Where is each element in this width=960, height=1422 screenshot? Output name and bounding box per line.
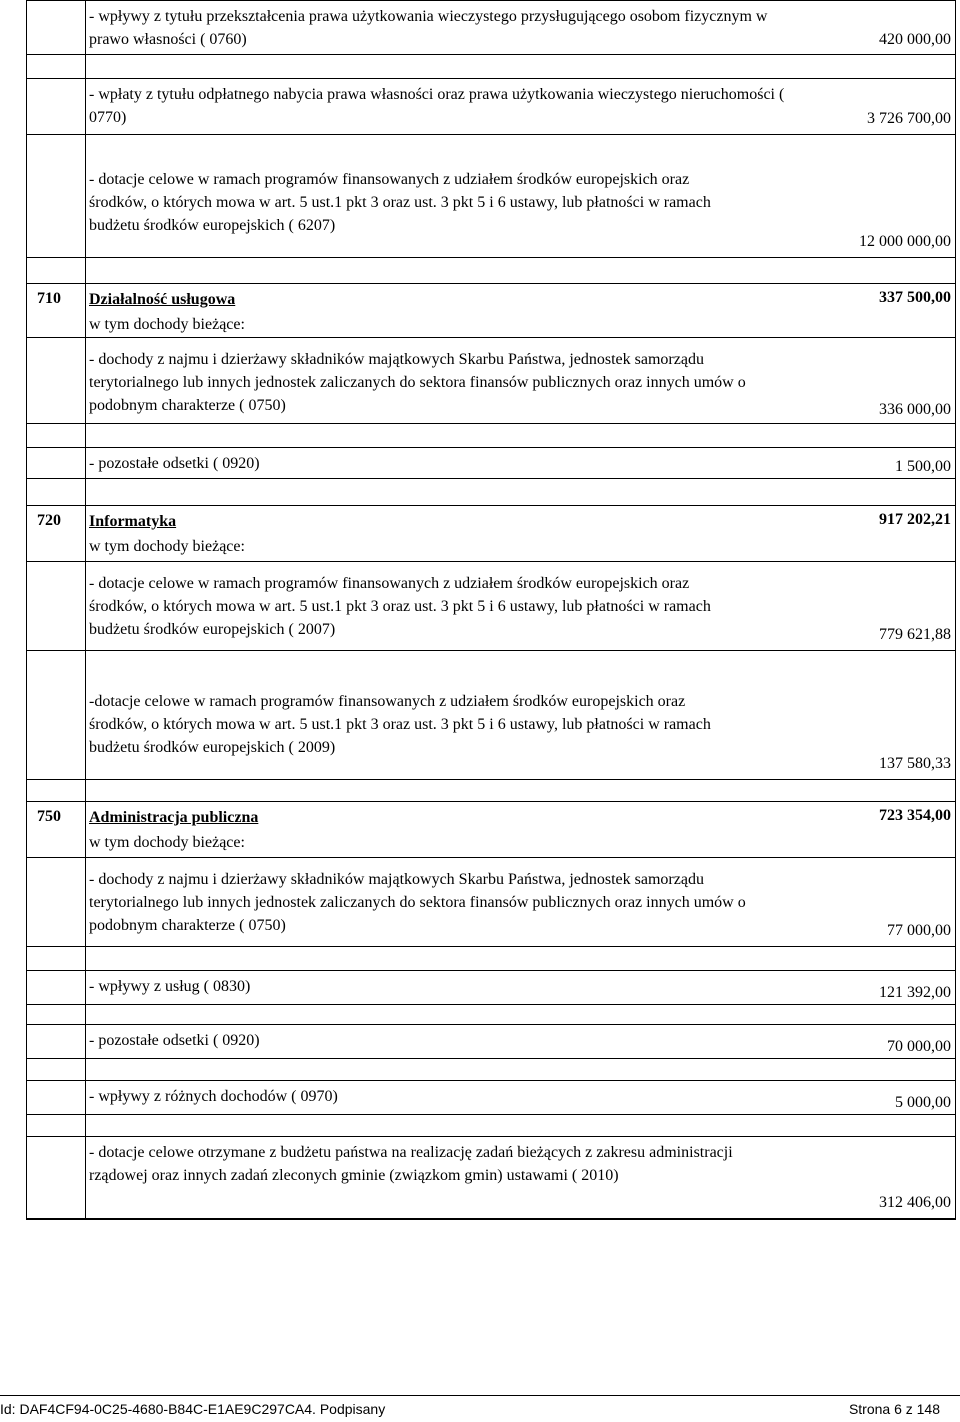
spacer-row <box>27 779 955 801</box>
row-description: - wpływy z różnych dochodów ( 0970) <box>89 1088 338 1105</box>
row-description: - pozostałe odsetki ( 0920) <box>89 1032 260 1049</box>
row-amount: 70 000,00 <box>887 1038 951 1055</box>
section-amount: 723 354,00 <box>879 807 951 824</box>
section-code: 710 <box>27 284 86 309</box>
row-amount: 1 500,00 <box>895 458 951 475</box>
subheader-row <box>27 309 955 337</box>
subheader-text: w tym dochody bieżące: <box>89 316 245 333</box>
section-header-750 <box>27 801 955 827</box>
row-description: - dotacje celowe otrzymane z budżetu państwa na realizację zadań bieżących z zakresu administracji rządowej oraz innych zadań zleconych gminie (związkom gmin) ustawami ( 2010) <box>89 1144 733 1184</box>
row-amount: 121 392,00 <box>879 984 951 1001</box>
page-number-text: Strona 6 z 148 <box>848 1401 940 1417</box>
table-row <box>27 447 955 478</box>
subheader-text: w tym dochody bieżące: <box>89 538 245 555</box>
row-description: - wpływy z usług ( 0830) <box>89 978 251 995</box>
document-page <box>26 0 956 1220</box>
spacer-row <box>27 1058 955 1080</box>
section-code: 750 <box>27 802 86 827</box>
row-amount: 3 726 700,00 <box>867 110 951 127</box>
row-amount: 420 000,00 <box>879 31 951 48</box>
row-description: - dotacje celowe w ramach programów finansowanych z udziałem środków europejskich oraz środków, o których mowa w art. 5 ust.1 pkt 3 oraz ust. 3 pkt 5 i 6 ustawy, lub płatności w ramach budżetu środków europejskich ( 6207) <box>89 171 711 234</box>
table-row <box>27 970 955 1004</box>
spacer-row <box>27 54 955 78</box>
row-description: -dotacje celowe w ramach programów finansowanych z udziałem środków europejskich oraz środków, o których mowa w art. 5 ust.1 pkt 3 oraz ust. 3 pkt 5 i 6 ustawy, lub płatności w ramach budżetu środków europejskich ( 2009) <box>89 693 711 756</box>
subheader-row <box>27 531 955 561</box>
subheader-text: w tym dochody bieżące: <box>89 834 245 851</box>
spacer-row <box>27 946 955 970</box>
row-amount: 12 000 000,00 <box>859 233 951 250</box>
row-description: - wpłaty z tytułu odpłatnego nabycia prawa własności oraz prawa użytkowania wieczystego nieruchomości ( 0770) <box>89 86 785 126</box>
table-row <box>27 1080 955 1114</box>
subheader-row <box>27 827 955 857</box>
table-row <box>27 1136 955 1218</box>
table-row <box>27 78 955 134</box>
section-title: Administracja publiczna <box>89 809 259 826</box>
row-description: - dotacje celowe w ramach programów finansowanych z udziałem środków europejskich oraz środków, o których mowa w art. 5 ust.1 pkt 3 oraz ust. 3 pkt 5 i 6 ustawy, lub płatności w ramach budżetu środków europejskich ( 2007) <box>89 575 711 638</box>
row-description: - pozostałe odsetki ( 0920) <box>89 455 260 472</box>
page-footer <box>0 1395 960 1422</box>
income-table <box>26 0 956 1220</box>
table-row <box>27 561 955 650</box>
row-amount: 5 000,00 <box>895 1094 951 1111</box>
table-row <box>27 162 955 257</box>
spacer-row <box>27 423 955 447</box>
table-row <box>27 1024 955 1058</box>
row-description: - dochody z najmu i dzierżawy składników majątkowych Skarbu Państwa, jednostek samorządu terytorialnego lub innych jednostek zaliczanych do sektora finansów publicznych oraz innych umów o podobnym charakterze ( 0750) <box>89 351 746 414</box>
row-amount: 336 000,00 <box>879 401 951 418</box>
row-amount: 77 000,00 <box>887 922 951 939</box>
document-id-text: Id: DAF4CF94-0C25-4680-B84C-E1AE9C297CA4. Podpisany <box>0 1401 386 1417</box>
row-description: - wpływy z tytułu przekształcenia prawa użytkowania wieczystego przysługującego osobom fizycznym w prawo własności ( 0760) <box>89 8 768 48</box>
row-description: - dochody z najmu i dzierżawy składników majątkowych Skarbu Państwa, jednostek samorządu terytorialnego lub innych jednostek zaliczanych do sektora finansów publicznych oraz innych umów o podobnym charakterze ( 0750) <box>89 871 746 934</box>
section-code: 720 <box>27 506 86 531</box>
section-title: Informatyka <box>89 513 177 530</box>
table-row <box>27 857 955 946</box>
section-amount: 337 500,00 <box>879 289 951 306</box>
row-amount: 779 621,88 <box>879 626 951 643</box>
spacer-row <box>27 1114 955 1136</box>
section-amount: 917 202,21 <box>879 511 951 528</box>
table-row <box>27 678 955 779</box>
table-row <box>27 337 955 423</box>
spacer-row <box>27 134 955 162</box>
section-header-710 <box>27 283 955 309</box>
spacer-row <box>27 478 955 505</box>
section-header-720 <box>27 505 955 531</box>
spacer-row <box>27 650 955 678</box>
row-amount: 137 580,33 <box>879 755 951 772</box>
table-row <box>27 0 955 54</box>
section-code-cell <box>27 1 86 54</box>
spacer-row <box>27 257 955 283</box>
section-title: Działalność usługowa <box>89 291 236 308</box>
spacer-row <box>27 1004 955 1024</box>
row-amount: 312 406,00 <box>879 1194 951 1211</box>
